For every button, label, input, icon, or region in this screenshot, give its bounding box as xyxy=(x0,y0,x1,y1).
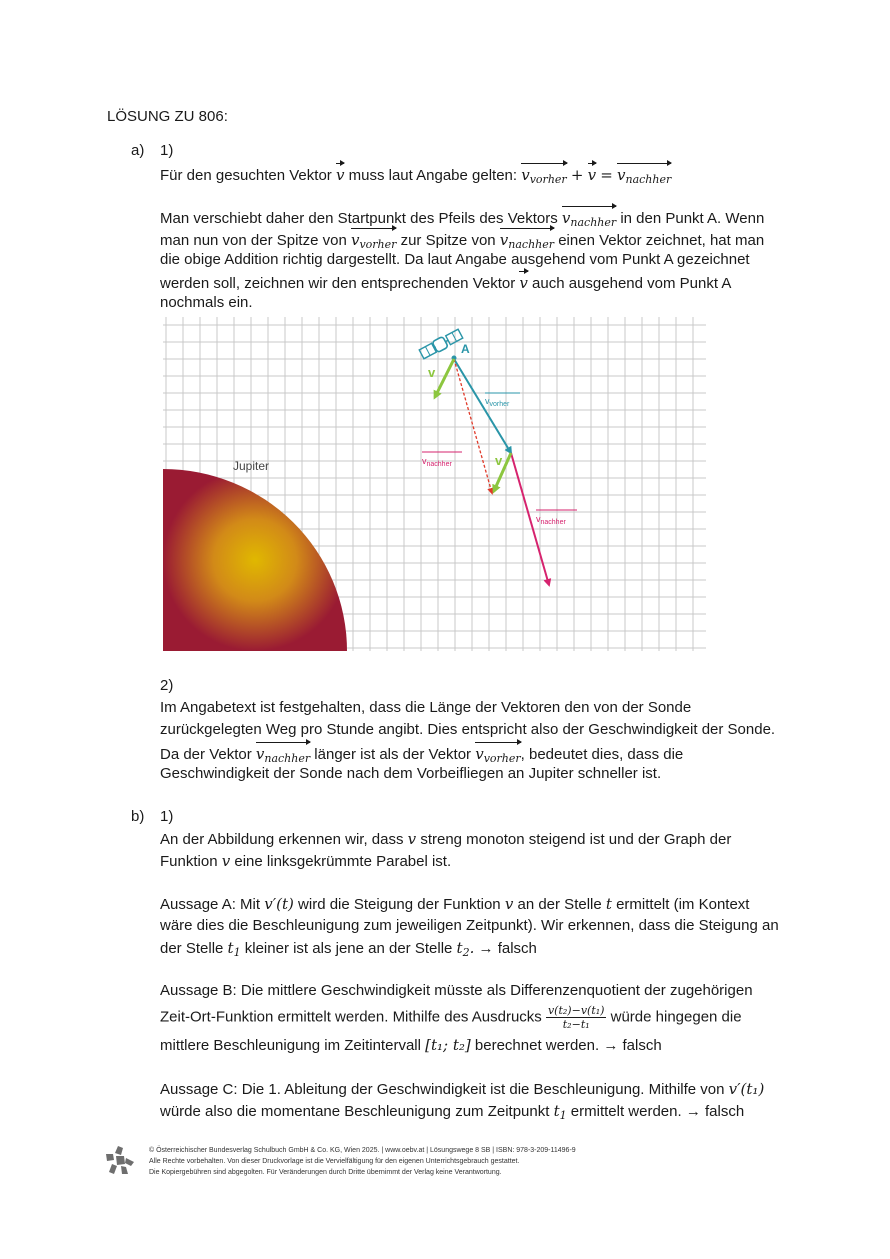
heading: LÖSUNG ZU 806: xyxy=(107,108,228,125)
para-b1-line1 xyxy=(160,828,731,851)
text: kleiner ist als jene an der Stelle xyxy=(244,940,453,957)
math-vprime-t: v′(t) xyxy=(264,895,294,913)
vector-v-vorher: $v_{vorher}$ xyxy=(521,162,566,191)
vector-v-vorher: $v_{vorher}$ xyxy=(351,227,396,256)
plus-sign: + xyxy=(570,166,584,184)
footer-copyright: © Österreichischer Bundesverlag Schulbuch GmbH & Co. KG, Wien 2025. | www.oebv.at | Lösungswege 8 SB | ISBN: 978-3-209-11496-9 xyxy=(149,1147,576,1154)
text: mittlere Beschleunigung im Zeitintervall xyxy=(160,1037,421,1054)
para-a1-line3: die obige Addition richtig dargestellt. Da laut Angabe ausgehend vom Punkt A gezeichnet xyxy=(160,251,750,268)
para-a1-line5: nochmals ein. xyxy=(160,294,253,311)
sub-nachher: nachher xyxy=(625,173,672,186)
part-b1-label: 1) xyxy=(160,808,174,825)
text: ermittelt (im Kontext xyxy=(616,896,750,913)
part-a1-label: 1) xyxy=(160,142,174,159)
fraction-numerator: v(t₂)−v(t₁) xyxy=(547,1004,605,1017)
aussage-b-line3 xyxy=(160,1034,662,1057)
math-v: v xyxy=(221,852,231,870)
nachher-sub: nachher xyxy=(540,519,566,526)
text: Für den gesuchten Vektor xyxy=(160,167,332,184)
para-a2-line4: Geschwindigkeit der Sonde nach dem Vorbeifliegen an Jupiter schneller ist. xyxy=(160,765,662,782)
sub-vorher: vorher xyxy=(483,752,521,765)
text: auch ausgehend vom Punkt A xyxy=(532,275,732,292)
text: Aussage A: Mit xyxy=(160,896,261,913)
fraction-denominator: t₂−t₁ xyxy=(562,1018,590,1031)
vector-v-label-top: v xyxy=(428,365,436,380)
math-v: v xyxy=(504,895,514,913)
math-t: t xyxy=(605,895,612,913)
text: zur Spitze von xyxy=(400,232,496,249)
vector-v-nachher: $v_{nachher}$ xyxy=(500,227,554,256)
math-t1: $t_1$ xyxy=(553,1102,567,1122)
text: der Stelle xyxy=(160,940,224,957)
math-vprime-t1: v′(t₁) xyxy=(728,1080,765,1098)
vector-v: v xyxy=(519,270,527,294)
text: streng monoton steigend ist und der Graph der xyxy=(420,831,732,848)
text: Man verschiebt daher den Startpunkt des Pfeils des Vektors xyxy=(160,210,558,227)
text: an der Stelle xyxy=(517,896,602,913)
para-a2-line2: zurückgelegten Weg pro Stunde angibt. Dies entspricht also der Geschwindigkeit der Sonde. xyxy=(160,721,776,738)
math-t2: $t_2$. xyxy=(456,939,475,959)
vector-v: v xyxy=(336,162,344,186)
text: ermittelt werden. → falsch xyxy=(570,1103,745,1120)
text: einen Vektor zeichnet, hat man xyxy=(558,232,765,249)
vector-nachher-label-left: $v_{nachher}$ xyxy=(422,456,452,468)
vector-v: v xyxy=(588,162,596,186)
text: , bedeutet dies, dass die xyxy=(520,746,684,763)
sub-nachher: nachher xyxy=(570,216,617,229)
sub-vorher: vorher xyxy=(359,238,397,251)
text: Zeit-Ort-Funktion ermittelt werden. Mithilfe des Ausdrucks xyxy=(160,1008,542,1026)
text: man nun von der Spitze von xyxy=(160,232,347,249)
aussage-b-line2 xyxy=(160,1004,742,1031)
text: Da der Vektor xyxy=(160,746,252,763)
footer-rights: Alle Rechte vorbehalten. Von dieser Druckvorlage ist die Vervielfältigung für den eigenen Unterrichtsgebrauch gestattet. xyxy=(149,1158,520,1165)
publisher-logo-icon xyxy=(104,1145,136,1175)
math-t1: $t_1$ xyxy=(227,939,241,959)
vector-v-label-bottom: v xyxy=(495,453,503,468)
text: würde hingegen die xyxy=(610,1008,742,1026)
sub-1: 1 xyxy=(233,946,241,959)
text: An der Abbildung erkennen wir, dass xyxy=(160,831,404,848)
aussage-a-line2: wäre dies die Beschleunigung zum jeweiligen Zeitpunkt). Wir erkennen, dass die Steigung an xyxy=(160,917,779,934)
text: Aussage C: Die 1. Ableitung der Geschwindigkeit ist die Beschleunigung. Mithilfe von xyxy=(160,1081,725,1098)
text: berechnet werden. → falsch xyxy=(474,1037,662,1054)
sub-nachher: nachher xyxy=(508,238,555,251)
nachher-sub: nachher xyxy=(426,461,452,468)
text: würde also die momentane Beschleunigung zum Zeitpunkt xyxy=(160,1103,550,1120)
text: muss laut Angabe gelten: xyxy=(348,167,518,184)
vorher-sub: vorher xyxy=(489,401,510,408)
vector-diagram xyxy=(163,317,706,651)
aussage-a-line1 xyxy=(160,893,749,916)
para-b1-line2 xyxy=(160,850,451,873)
aussage-a-line3 xyxy=(160,937,537,964)
aussage-c-line2 xyxy=(160,1100,744,1127)
footer-disclaimer: Die Kopiergebühren sind abgegolten. Für Veränderungen durch Dritte übernimmt der Verlag keine Verantwortung. xyxy=(149,1169,502,1176)
text: länger ist als der Vektor xyxy=(314,746,472,763)
vector-v-nachher: $v_{nachher}$ xyxy=(617,162,671,191)
sub-1: 1 xyxy=(559,1109,567,1122)
text: wird die Steigung der Funktion xyxy=(298,896,501,913)
aussage-c-line1 xyxy=(160,1078,764,1101)
para-a2-line1: Im Angabetext ist festgehalten, dass die Länge der Vektoren den von der Sonde xyxy=(160,699,692,716)
sub-nachher: nachher xyxy=(264,752,311,765)
text: → falsch xyxy=(478,940,537,957)
text: eine linksgekrümmte Parabel ist. xyxy=(234,853,452,870)
sub-2: 2 xyxy=(462,946,470,959)
math-v: v xyxy=(407,830,417,848)
equals-sign: = xyxy=(600,166,613,184)
text: Funktion xyxy=(160,853,218,870)
part-b-label: b) xyxy=(131,808,145,825)
jupiter-label: Jupiter xyxy=(233,459,270,473)
point-a-label: A xyxy=(461,342,470,356)
aussage-b-line1: Aussage B: Die mittlere Geschwindigkeit müsste als Differenzenquotient der zugehörigen xyxy=(160,982,753,999)
text: werden soll, zeichnen wir den entsprechenden Vektor xyxy=(160,275,516,292)
vector-v-nachher: $v_{nachher}$ xyxy=(562,205,616,234)
part-a-intro-line xyxy=(160,162,671,191)
vector-vorher-label: $v_{vorher}$ xyxy=(485,396,510,408)
vector-v-nachher: $v_{nachher}$ xyxy=(256,741,310,770)
vector-nachher-label-right: $v_{nachher}$ xyxy=(536,514,566,526)
part-a2-label: 2) xyxy=(160,677,174,694)
sub-vorher: vorher xyxy=(529,173,567,186)
part-a-label: a) xyxy=(131,142,145,159)
vector-v-vorher: $v_{vorher}$ xyxy=(475,741,520,770)
fraction-difference-quotient xyxy=(546,1004,606,1031)
text: in den Punkt A. Wenn xyxy=(620,210,765,227)
math-interval: [t₁; t₂] xyxy=(425,1036,471,1054)
